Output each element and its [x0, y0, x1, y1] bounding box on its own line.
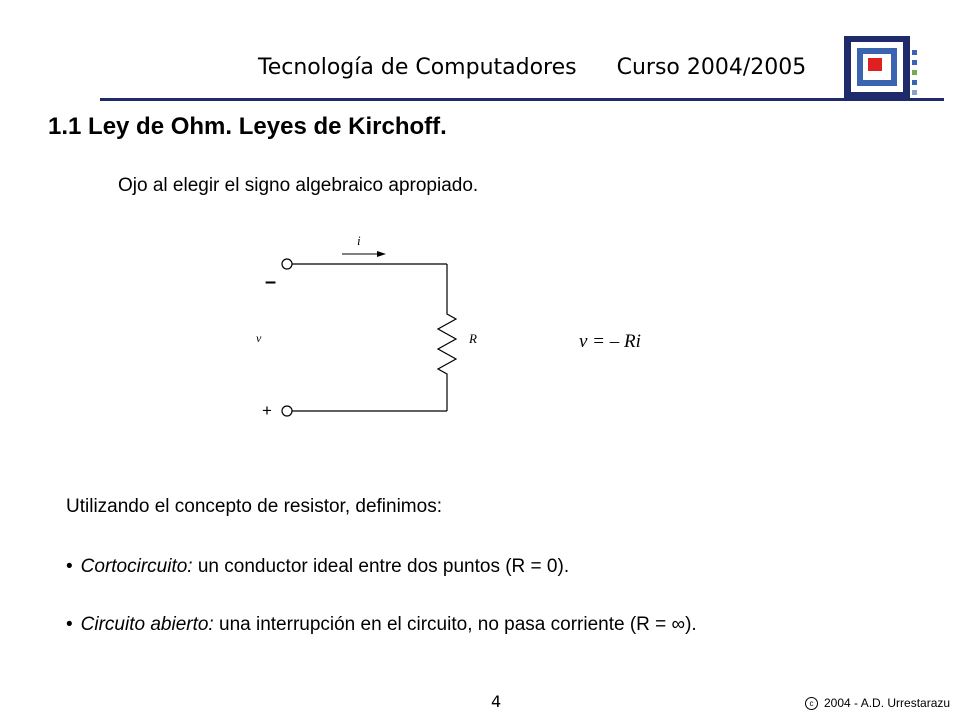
course-title: Tecnología de Computadores	[258, 55, 577, 80]
university-logo	[842, 34, 932, 104]
resistor-symbol	[438, 306, 456, 384]
voltage-label: v	[256, 331, 262, 345]
list-item	[66, 556, 569, 578]
term-cortocircuito: Cortocircuito:	[80, 556, 193, 577]
terminal-bottom	[282, 406, 292, 416]
current-arrowhead	[377, 251, 386, 257]
copyright-icon: c	[805, 697, 818, 710]
definitions-intro: Utilizando el concepto de resistor, definimos:	[66, 496, 442, 517]
circuit-diagram	[250, 226, 510, 426]
copyright-text: 2004 - A.D. Urrestarazu	[824, 696, 951, 710]
terminal-top	[282, 259, 292, 269]
definition-cortocircuito: un conductor ideal entre dos puntos (R = 0).	[192, 556, 570, 577]
slide-title: 1.1 Ley de Ohm. Leyes de Kirchoff.	[48, 113, 447, 140]
header-divider	[100, 98, 944, 101]
page-number: 4	[491, 692, 502, 711]
resistor-label: R	[469, 331, 477, 346]
course-year: Curso 2004/2005	[616, 55, 807, 80]
definition-circuito-abierto: una interrupción en el circuito, no pasa corriente (R = ∞).	[213, 614, 697, 635]
bullet: •	[66, 556, 73, 577]
plus-sign: +	[262, 401, 272, 420]
bullet: •	[66, 614, 73, 635]
ohm-equation: v = – Ri	[579, 331, 641, 352]
list-item	[66, 614, 697, 636]
term-circuito-abierto: Circuito abierto:	[80, 614, 214, 635]
header-title	[258, 55, 806, 80]
copyright-notice	[805, 696, 950, 710]
slide-subtitle: Ojo al elegir el signo algebraico apropiado.	[118, 175, 479, 196]
current-label: i	[357, 233, 361, 248]
minus-sign: –	[265, 271, 277, 293]
